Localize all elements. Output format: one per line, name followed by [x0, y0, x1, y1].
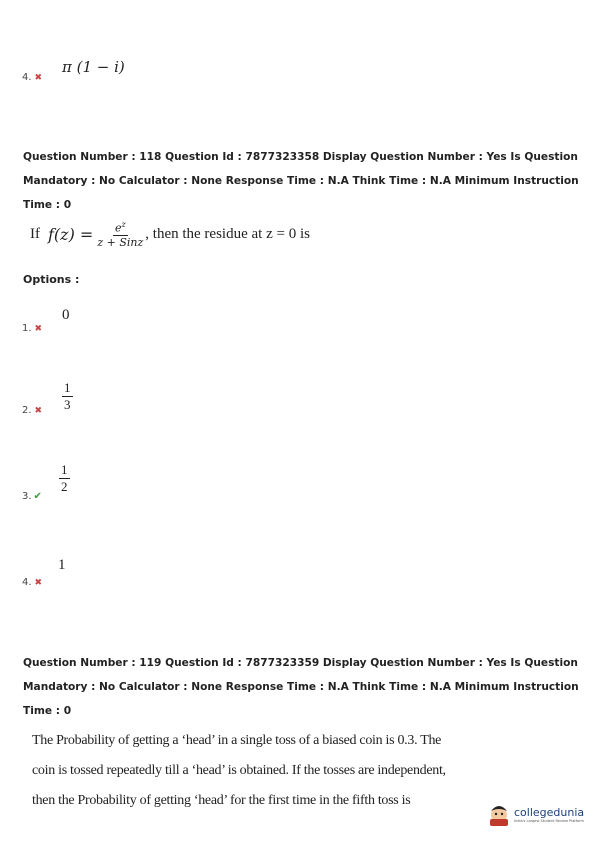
stem-fraction: [97, 220, 143, 249]
q118-meta-line2: Mandatory : No Calculator : None Response Time : N.A Think Time : N.A Minimum Instruction: [23, 175, 579, 187]
cross-icon: ✖: [34, 406, 43, 416]
option-4-value: 1: [58, 557, 66, 573]
option-2-denominator: 3: [64, 397, 71, 412]
option-3-fraction: [59, 462, 70, 495]
option-2-number: [22, 405, 42, 416]
options-label: Options :: [23, 273, 80, 286]
cross-icon: ✖: [34, 578, 43, 588]
q119-stem-line3: then the Probability of getting ‘head’ for the first time in the fifth toss is: [32, 793, 411, 808]
q119-stem-line1: The Probability of getting a ‘head’ in a single toss of a biased coin is 0.3. The: [32, 733, 442, 748]
stem-denominator: z + Sinz: [97, 235, 144, 249]
option-4-number: [22, 577, 42, 588]
cross-icon: ✖: [34, 324, 43, 334]
prev-option-4: [22, 72, 42, 83]
collegedunia-logo: [487, 801, 584, 827]
stem-num-exp: z: [121, 220, 126, 229]
option-3-denominator: 2: [61, 479, 68, 494]
check-icon: ✔: [33, 491, 42, 502]
option-1-value: 0: [62, 307, 70, 323]
stem-numerator: [113, 220, 128, 236]
option-2-fraction: [62, 380, 73, 413]
q119-meta-line3: Time : 0: [23, 705, 72, 717]
option-2-numerator: 1: [64, 380, 71, 395]
option-number: 4.: [22, 72, 32, 83]
q119-meta-line1: Question Number : 119 Question Id : 7877323359 Display Question Number : Yes Is Question: [23, 657, 578, 669]
option-1-number: [22, 323, 42, 334]
brand-name: collegedunia: [514, 805, 585, 819]
q118-meta-line3: Time : 0: [23, 199, 72, 211]
q118-stem: [30, 220, 310, 249]
option-3-numerator: 1: [61, 462, 68, 477]
stem-function: f(z) =: [48, 224, 94, 244]
mascot-icon: [487, 801, 511, 827]
brand-tagline: India's Largest Student Review Platform: [514, 818, 584, 823]
option-number: 2.: [22, 405, 32, 416]
q119-stem-line2: coin is tossed repeatedly till a ‘head’ is obtained. If the tosses are independent,: [32, 763, 446, 778]
stem-if: If: [30, 225, 40, 242]
cross-icon: ✖: [34, 73, 43, 83]
q119-meta-line2: Mandatory : No Calculator : None Response Time : N.A Think Time : N.A Minimum Instruction: [23, 681, 579, 693]
option-number: 1.: [22, 323, 32, 334]
stem-text: , then the residue at z = 0 is: [145, 225, 310, 242]
q118-meta-line1: Question Number : 118 Question Id : 7877323358 Display Question Number : Yes Is Question: [23, 151, 578, 163]
option-number: 3.: [22, 491, 32, 502]
option-number: 4.: [22, 577, 32, 588]
stem-num-base: e: [114, 221, 122, 235]
prev-option-4-expr: π (1 − i): [62, 58, 125, 76]
option-3-number: [22, 491, 42, 502]
